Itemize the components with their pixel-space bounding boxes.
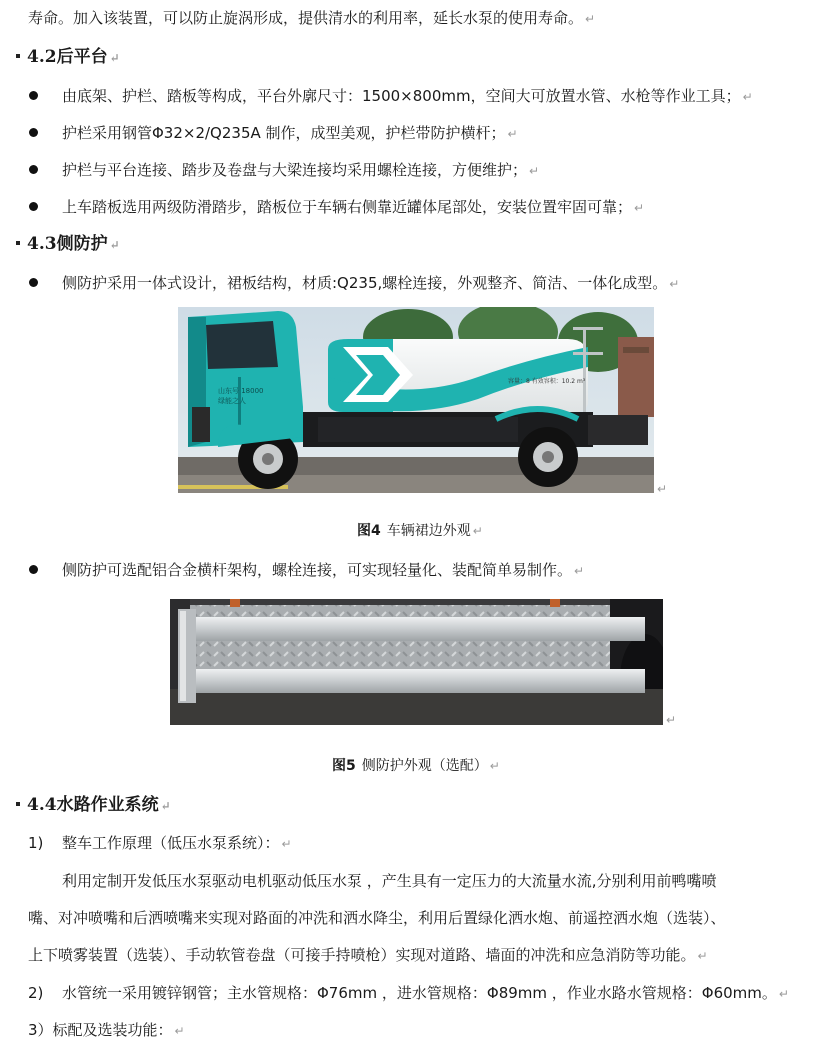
paragraph-mark: ↵ [666, 713, 677, 727]
paragraph-mark: ↵ [657, 482, 668, 496]
heading-marker-icon [16, 802, 20, 806]
truck-illustration [178, 307, 654, 493]
section-heading-4-3: 4.3侧防护 ↵ [16, 234, 120, 255]
list-item: 由底架、护栏、踏板等构成，平台外廓尺寸：1500×800mm，空间大可放置水管、水枪等作业工具； ↵ [62, 87, 753, 105]
side-guard-photo [170, 599, 663, 725]
intro-line: 寿命。加入该装置，可以防止旋涡形成，提供清水的利用率，延长水泵的使用寿命。 ↵ [28, 9, 596, 27]
bullet-icon [29, 128, 38, 137]
truck-photo [178, 307, 654, 493]
heading-marker-icon [16, 241, 20, 245]
figure-caption: 图5 侧防护外观（选配） ↵ [332, 758, 500, 774]
bullet-icon [29, 202, 38, 211]
side-guard-illustration [170, 599, 663, 725]
bullet-icon [29, 565, 38, 574]
bullet-icon [29, 165, 38, 174]
paragraph-line: 嘴、对冲喷嘴和后洒喷嘴来实现对路面的冲洗和洒水降尘，利用后置绿化洒水炮、前遥控洒水炮（选装）、 [28, 909, 726, 927]
list-item: 护栏与平台连接、踏步及卷盘与大梁连接均采用螺栓连接，方便维护； ↵ [62, 161, 540, 179]
bullet-icon [29, 278, 38, 287]
figure-caption: 图4 车辆裙边外观 ↵ [357, 523, 483, 539]
paragraph-line: 利用定制开发低压水泵驱动电机驱动低压水泵 ，产生具有一定压力的大流量水流,分别利用前鸭嘴喷 [62, 872, 717, 890]
list-item: 上车踏板选用两级防滑踏步，踏板位于车辆右侧靠近罐体尾部处，安装位置牢固可靠； ↵ [62, 198, 645, 216]
list-item: 3）标配及选装功能： ↵ [28, 1021, 185, 1039]
section-heading-4-4: 4.4水路作业系统 ↵ [16, 795, 171, 816]
tank-label: 容量：8 有效容积：10.2 m³ [508, 378, 586, 385]
bullet-icon [29, 91, 38, 100]
section-heading-4-2: 4.2后平台 ↵ [16, 47, 120, 68]
list-item: 整车工作原理（低压水泵系统）： ↵ [62, 834, 292, 852]
paragraph-line: 上下喷雾装置（选装）、手动软管卷盘（可接手持喷枪）实现对道路、墙面的冲洗和应急消防等功能。 ↵ [28, 946, 708, 964]
list-item: 侧防护采用一体式设计，裙板结构，材质:Q235,螺栓连接，外观整齐、简洁、一体化成型。 ↵ [62, 274, 680, 292]
list-number: 1) [28, 834, 44, 852]
list-item: 护栏采用钢管Φ32×2/Q235A 制作，成型美观，护栏带防护横杆； ↵ [62, 124, 518, 142]
list-item: 侧防护可选配铝合金横杆架构，螺栓连接，可实现轻量化、装配简单易制作。 ↵ [62, 561, 585, 579]
list-number: 2) [28, 984, 44, 1002]
cab-door-text: 绿能之人 [218, 397, 246, 405]
list-item: 水管统一采用镀锌钢管；主水管规格：Φ76mm ，进水管规格：Φ89mm ，作业水路水管规格：Φ60mm。 ↵ [62, 984, 789, 1002]
cab-door-text: 山东号 18000 [218, 387, 264, 395]
heading-marker-icon [16, 54, 20, 58]
